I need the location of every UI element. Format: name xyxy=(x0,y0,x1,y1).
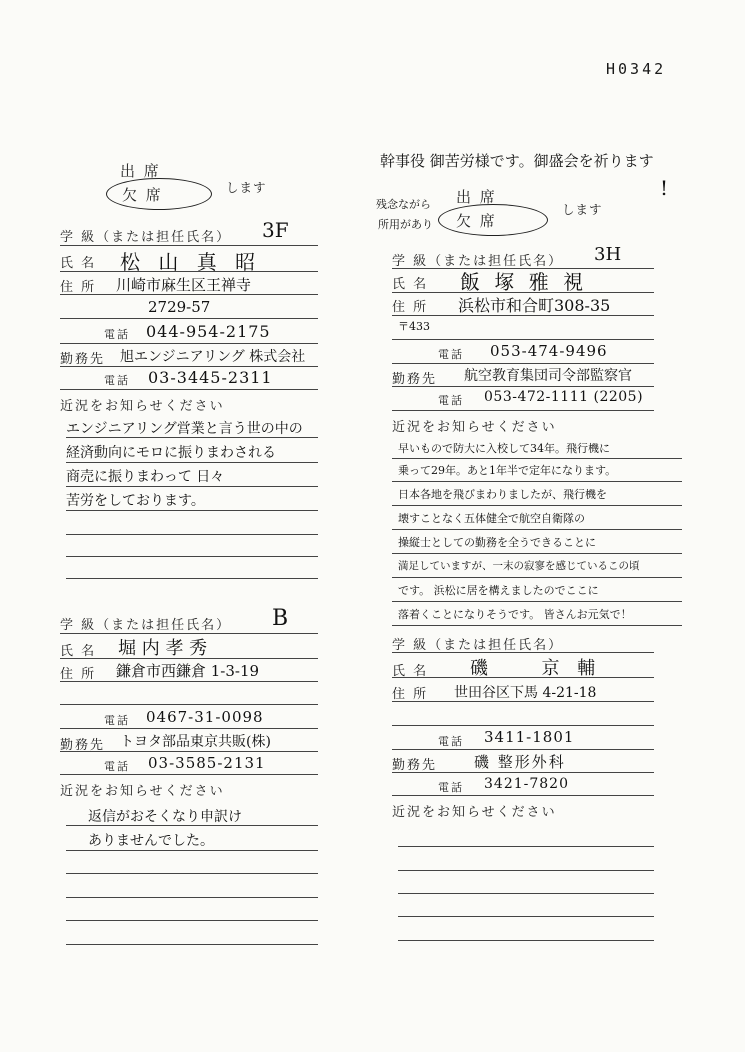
work-phone-value: 03-3445-2311 xyxy=(148,368,273,387)
work-label: 勤務先 xyxy=(60,738,106,753)
news-line: 日本各地を飛びまわりましたが、飛行機を xyxy=(398,488,607,501)
news-label: 近況をお知らせください xyxy=(392,420,557,435)
work-value: 旭エンジニアリング 株式会社 xyxy=(120,349,306,365)
class-label: 学 級（または担任氏名） xyxy=(60,230,232,245)
work-label: 勤務先 xyxy=(392,372,438,387)
side-note-2: 所用があり xyxy=(378,218,433,231)
address-label: 住 所 xyxy=(60,667,97,682)
attend-label: 出 席 xyxy=(120,162,161,180)
absent-label: 欠 席 xyxy=(122,186,163,204)
work-phone-value: 03-3585-2131 xyxy=(148,754,266,772)
class-label: 学 級（または担任氏名） xyxy=(392,638,564,653)
news-line: 早いもので防大に入校して34年。飛行機に xyxy=(398,442,610,455)
header-note: 幹事役 御苦労様です。御盛会を祈ります xyxy=(380,152,654,170)
work-value: トヨタ部品東京共販(株) xyxy=(120,734,271,750)
name-label: 氏 名 xyxy=(392,277,429,292)
work-label: 勤務先 xyxy=(392,758,438,773)
absent-label: 欠 席 xyxy=(456,212,497,230)
class-label: 学 級（または担任氏名） xyxy=(60,618,232,633)
side-note-1: 残念ながら xyxy=(376,198,431,211)
work-phone-label: 電話 xyxy=(104,760,130,773)
phone-value: 3411-1801 xyxy=(484,728,575,746)
phone-value: 053-474-9496 xyxy=(490,342,608,360)
name-label: 氏 名 xyxy=(392,664,429,679)
work-phone-label: 電話 xyxy=(438,781,464,794)
work-phone-value: 053-472-1111 (2205) xyxy=(484,389,644,405)
address-label: 住 所 xyxy=(392,687,429,702)
news-label: 近況をお知らせください xyxy=(60,784,225,799)
postal-code: 〒433 xyxy=(398,320,430,333)
work-value: 航空教育集団司令部監察官 xyxy=(464,368,632,384)
news-line: 経済動向にモロに振りまわされる xyxy=(66,445,276,461)
name-value: 松 山 真 昭 xyxy=(120,250,262,274)
name-label: 氏 名 xyxy=(60,256,97,271)
attend-label: 出 席 xyxy=(456,188,497,206)
work-label: 勤務先 xyxy=(60,352,106,367)
document-id: H0342 xyxy=(606,60,667,78)
news-line: 商売に振りまわって 日々 xyxy=(66,469,225,485)
name-label: 氏 名 xyxy=(60,644,97,659)
work-phone-value: 3421-7820 xyxy=(484,776,569,792)
name-value: 飯 塚 雅 視 xyxy=(460,270,588,294)
exclamation-mark: ! xyxy=(660,176,669,200)
news-label: 近況をお知らせください xyxy=(60,399,225,414)
name-value: 堀 内 孝 秀 xyxy=(118,638,208,659)
work-phone-label: 電話 xyxy=(104,374,130,387)
phone-label: 電話 xyxy=(104,714,130,727)
name-value: 磯 京 輔 xyxy=(470,658,602,679)
work-phone-label: 電話 xyxy=(438,394,464,407)
address-label: 住 所 xyxy=(60,280,97,295)
news-line: エンジニアリング営業と言う世の中の xyxy=(66,421,303,437)
news-line: ありませんでした。 xyxy=(88,833,214,849)
address-line-1: 川崎市麻生区王禅寺 xyxy=(116,276,252,294)
phone-label: 電話 xyxy=(438,735,464,748)
address-line-1: 世田谷区下馬 4-21-18 xyxy=(454,685,597,701)
news-line: 壊すことなく五体健全で航空自衛隊の xyxy=(398,512,585,525)
news-line: 落着くことになりそうです。 皆さんお元気で！ xyxy=(398,608,632,621)
news-line: 苦労をしております。 xyxy=(66,493,205,509)
phone-label: 電話 xyxy=(104,328,130,341)
address-line-1: 浜松市和合町308-35 xyxy=(458,296,611,315)
address-label: 住 所 xyxy=(392,300,429,315)
news-line: 満足していますが、一末の寂寥を感じているこの頃 xyxy=(398,560,640,572)
class-value: 3F xyxy=(262,218,289,242)
phone-value: 044-954-2175 xyxy=(146,322,271,341)
news-line: 返信がおそくなり申訳け xyxy=(88,809,242,825)
class-value: 3H xyxy=(594,244,622,265)
news-label: 近況をお知らせください xyxy=(392,805,557,820)
class-label: 学 級（または担任氏名） xyxy=(392,254,564,269)
phone-value: 0467-31-0098 xyxy=(146,708,264,726)
news-line: 乗って29年。あと1年半で定年になります。 xyxy=(398,464,617,477)
news-line: 操縦士としての勤務を全うできることに xyxy=(398,536,596,549)
news-line: です。 浜松に居を構えましたのでここに xyxy=(398,584,599,597)
shimasu-label: します xyxy=(562,202,603,217)
phone-label: 電話 xyxy=(438,348,464,361)
shimasu-label: します xyxy=(226,180,267,195)
class-value: B xyxy=(272,606,289,631)
work-value: 磯 整形外科 xyxy=(474,753,566,771)
address-line-1: 鎌倉市西鎌倉 1-3-19 xyxy=(116,662,260,680)
address-line-2: 2729-57 xyxy=(148,298,211,316)
